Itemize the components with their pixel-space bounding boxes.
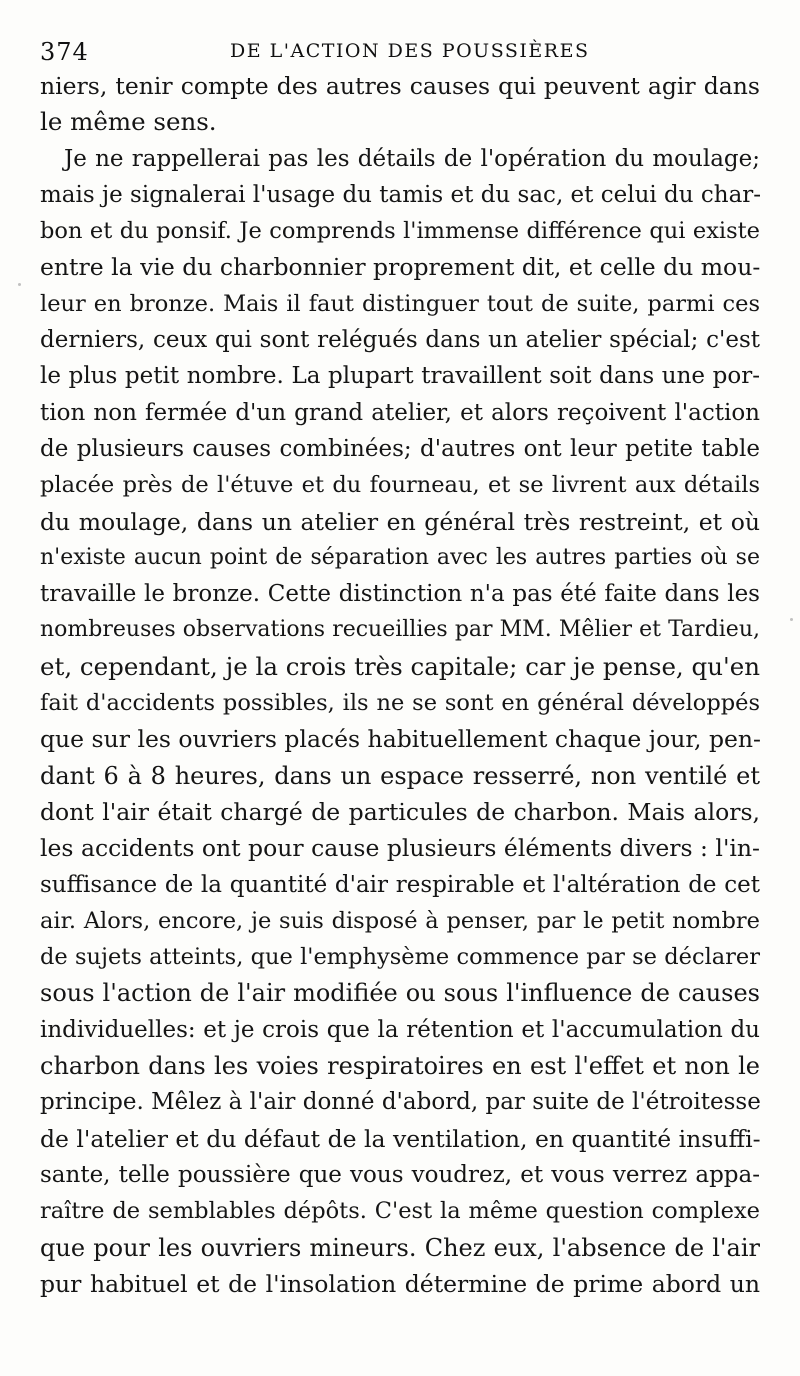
text-line: sante, telle poussière que vous voudrez, et vous verrez appa- bbox=[40, 1161, 760, 1188]
text-line: n'existe aucun point de séparation avec les autres parties où se bbox=[40, 544, 760, 570]
text-line: entre la vie du charbonnier proprement dit, et celle du mou- bbox=[40, 253, 761, 282]
text-line: suffisance de la quantité d'air respirable et l'altération de cet bbox=[40, 871, 760, 898]
text-line: derniers, ceux qui sont relégués dans un atelier spécial; c'est bbox=[40, 327, 760, 354]
text-line: fait d'accidents possibles, ils ne se sont en général développés bbox=[40, 690, 760, 717]
text-line: le plus petit nombre. La plupart travaillent soit dans une por- bbox=[40, 363, 760, 390]
text-line: nombreuses observations recueillies par MM. Mêlier et Tardieu, bbox=[40, 617, 760, 643]
scan-speck bbox=[18, 283, 21, 286]
text-line: dant 6 à 8 heures, dans un espace resserré, non ventilé et bbox=[40, 761, 760, 790]
scan-speck bbox=[44, 1283, 47, 1286]
text-line: travaille le bronze. Cette distinction n'a pas été faite dans les bbox=[40, 581, 760, 608]
text-line: raître de semblables dépôts. C'est la même question complexe bbox=[40, 1198, 760, 1225]
scan-speck bbox=[790, 618, 793, 621]
text-line: que pour les ouvriers mineurs. Chez eux, l'absence de l'air bbox=[40, 1233, 760, 1262]
text-line: pur habituel et de l'insolation détermine de prime abord un bbox=[40, 1269, 760, 1298]
body-text bbox=[40, 68, 760, 1302]
text-line: placée près de l'étuve et du fourneau, et se livrent aux détails bbox=[40, 472, 760, 499]
text-line: principe. Mêlez à l'air donné d'abord, par suite de l'étroitesse bbox=[40, 1089, 761, 1116]
text-line: charbon dans les voies respiratoires en est l'effet et non le bbox=[40, 1052, 760, 1081]
text-line: dont l'air était chargé de particules de charbon. Mais alors, bbox=[40, 797, 760, 826]
text-line: bon et du ponsif. Je comprends l'immense différence qui existe bbox=[40, 218, 760, 245]
text-line: tion non fermée d'un grand atelier, et alors reçoivent l'action bbox=[40, 399, 760, 426]
text-line: de plusieurs causes combinées; d'autres ont leur petite table bbox=[40, 435, 760, 462]
text-line: niers, tenir compte des autres causes qui peuvent agir dans bbox=[40, 72, 760, 100]
text-line: le même sens. bbox=[40, 107, 217, 137]
text-line: les accidents ont pour cause plusieurs éléments divers : l'in- bbox=[40, 834, 760, 863]
page-number: 374 bbox=[40, 38, 89, 66]
text-line: individuelles: et je crois que la rétention et l'accumulation du bbox=[40, 1016, 760, 1043]
text-line: leur en bronze. Mais il faut distinguer tout de suite, parmi ces bbox=[40, 290, 760, 317]
text-line: de sujets atteints, que l'emphysème commence par se déclarer bbox=[40, 944, 760, 971]
text-line: air. Alors, encore, je suis disposé à penser, par le petit nombre bbox=[40, 907, 760, 934]
text-line: et, cependant, je la crois très capitale; car je pense, qu'en bbox=[40, 651, 760, 681]
text-line: mais je signalerai l'usage du tamis et du sac, et celui du char- bbox=[40, 181, 762, 208]
text-line: sous l'action de l'air modifiée ou sous l'influence de causes bbox=[40, 979, 760, 1008]
text-line: que sur les ouvriers placés habituellement chaque jour, pen- bbox=[40, 725, 761, 754]
text-line: du moulage, dans un atelier en général très restreint, et où bbox=[40, 507, 760, 536]
text-line: de l'atelier et du défaut de la ventilation, en quantité insuffi- bbox=[40, 1124, 761, 1153]
running-title: DE L'ACTION DES POUSSIÈRES bbox=[230, 40, 590, 62]
text-line: Je ne rappellerai pas les détails de l'opération du moulage; bbox=[64, 145, 760, 172]
page-header bbox=[40, 38, 760, 68]
